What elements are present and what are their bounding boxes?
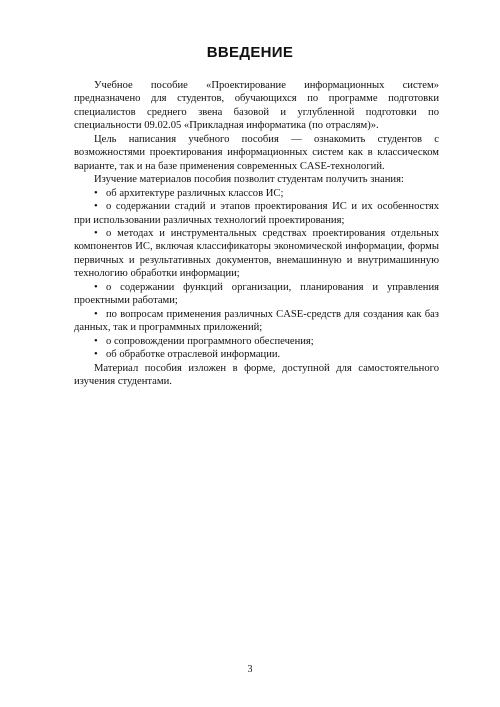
closing-paragraph: Материал пособия изложен в форме, доступной для самостоятельного изучения студентами. — [74, 362, 439, 387]
bullet-icon: • — [94, 201, 98, 213]
intro-paragraph: Учебное пособие «Проектирование информационных систем» предназначено для студентов, обучающихся по программе подготовки специалистов среднего звена базовой и углубленной подготовки по специальности 09.02.05 «Прикладная информатика (по отраслям)». — [74, 80, 439, 132]
list-item-text: о сопровождении программного обеспечения; — [106, 335, 314, 347]
bullet-icon: • — [94, 335, 98, 347]
bullet-icon: • — [94, 281, 98, 293]
document-body — [74, 79, 439, 388]
bullet-icon: • — [94, 349, 98, 361]
list-item-text: о содержании функций организации, планирования и управления проектными работами; — [74, 281, 439, 307]
list-item-text: о методах и инструментальных средствах проектирования отдельных компонентов ИС, включая классификаторы экономической информации, формы первичных и результативных документов, внемашинную и внутримашинную технологию обработки информации; — [74, 227, 439, 280]
list-item-text: о содержании стадий и этапов проектирования ИС и их особенностях при использовании различных технологий проектирования; — [74, 201, 439, 226]
page-number: 3 — [247, 664, 253, 675]
bullet-icon: • — [94, 227, 98, 239]
bullet-icon: • — [94, 308, 98, 320]
page-title: ВВЕДЕНИЕ — [206, 44, 294, 61]
list-item — [74, 348, 439, 361]
list-item — [74, 281, 439, 308]
list-item-text: по вопросам применения различных CASE-средств для создания как баз данных, так и программных приложений; — [74, 308, 439, 334]
knowledge-intro-paragraph: Изучение материалов пособия позволит студентам получить знания: — [94, 174, 404, 186]
list-item — [74, 308, 439, 335]
list-item-text: об архитектуре различных классов ИС; — [106, 187, 284, 199]
list-item — [74, 227, 439, 281]
list-item — [74, 187, 439, 200]
list-item — [74, 200, 439, 227]
bullet-icon: • — [94, 187, 98, 199]
list-item-text: об обработке отраслевой информации. — [106, 349, 281, 361]
goal-paragraph: Цель написания учебного пособия — ознакомить студентов с возможностями проектирования информационных систем как в классическом варианте, так и на базе применения современных CASE-технологий. — [74, 133, 439, 172]
knowledge-list — [74, 187, 439, 362]
list-item — [74, 335, 439, 348]
